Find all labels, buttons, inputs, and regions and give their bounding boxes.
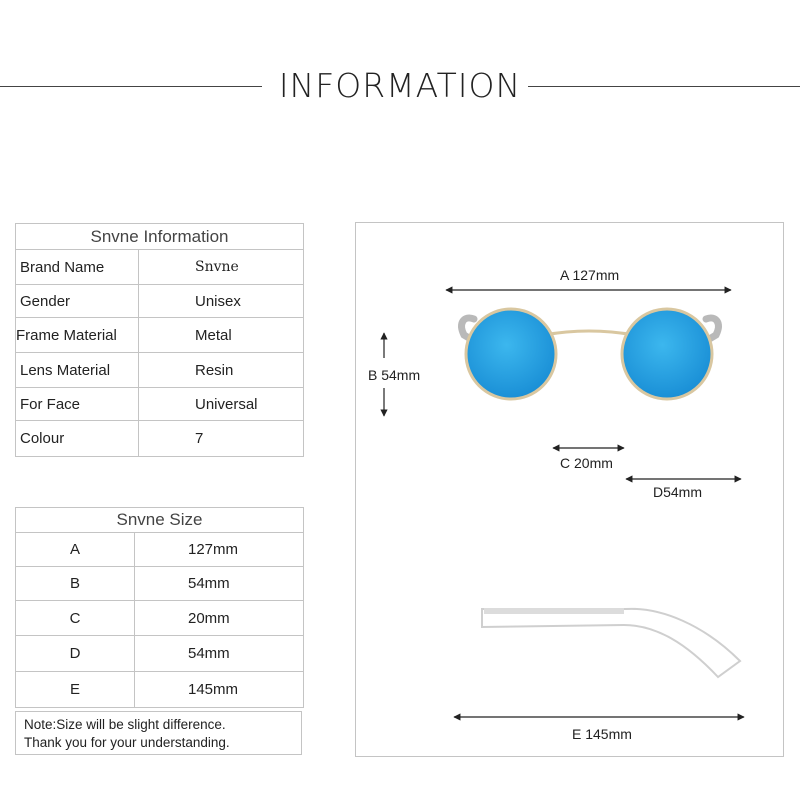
bridge xyxy=(544,331,634,335)
row-key: Frame Material xyxy=(16,318,139,353)
row-key: A xyxy=(16,533,135,567)
page-title: INFORMATION xyxy=(278,66,522,105)
row-key: Gender xyxy=(16,285,139,318)
row-key: B xyxy=(16,567,135,601)
dimension-e-label: E 145mm xyxy=(572,726,632,742)
table-row xyxy=(16,318,304,353)
diagram-drawing xyxy=(356,223,783,756)
dimension-d-label: D54mm xyxy=(653,484,703,500)
right-lens xyxy=(622,309,712,399)
title-rule-right xyxy=(528,86,800,87)
row-value: 54mm xyxy=(135,636,304,672)
table-row xyxy=(16,388,304,421)
dimension-c-label: C 20mm xyxy=(560,455,613,471)
row-value: 20mm xyxy=(135,601,304,636)
dimension-a-label: A 127mm xyxy=(560,267,620,283)
row-key: Brand Name xyxy=(16,250,139,285)
row-key: Lens Material xyxy=(16,353,139,388)
row-value: 7 xyxy=(139,421,304,457)
note-line-2: Thank you for your understanding. xyxy=(24,735,230,750)
row-key: D xyxy=(16,636,135,672)
table-row xyxy=(16,672,304,708)
table-row xyxy=(16,567,304,601)
row-key: E xyxy=(16,672,135,708)
table-row xyxy=(16,636,304,672)
glasses-front-view xyxy=(462,309,719,399)
row-value: Metal xyxy=(139,318,304,353)
measurement-diagram xyxy=(355,222,784,757)
dimension-b-label: B 54mm xyxy=(368,367,421,383)
info-table-title: Snvne Information xyxy=(16,224,304,250)
size-table-title: Snvne Size xyxy=(16,508,304,533)
row-key: For Face xyxy=(16,388,139,421)
row-value: 127mm xyxy=(135,533,304,567)
table-row xyxy=(16,601,304,636)
row-key: C xyxy=(16,601,135,636)
table-row xyxy=(16,353,304,388)
size-note xyxy=(15,711,302,755)
row-key: Colour xyxy=(16,421,139,457)
row-value: Unisex xyxy=(139,285,304,318)
table-row xyxy=(16,421,304,457)
table-row xyxy=(16,533,304,567)
temple-side-view xyxy=(482,609,740,677)
title-rule-left xyxy=(0,86,262,87)
table-row xyxy=(16,250,304,285)
row-value: Resin xyxy=(139,353,304,388)
row-value: Snvne xyxy=(139,250,304,285)
row-value: 54mm xyxy=(135,567,304,601)
table-row xyxy=(16,285,304,318)
row-value: 145mm xyxy=(135,672,304,708)
left-lens xyxy=(466,309,556,399)
row-value: Universal xyxy=(139,388,304,421)
info-table xyxy=(15,223,304,457)
size-table xyxy=(15,507,304,708)
note-line-1: Note:Size will be slight difference. xyxy=(24,717,226,732)
